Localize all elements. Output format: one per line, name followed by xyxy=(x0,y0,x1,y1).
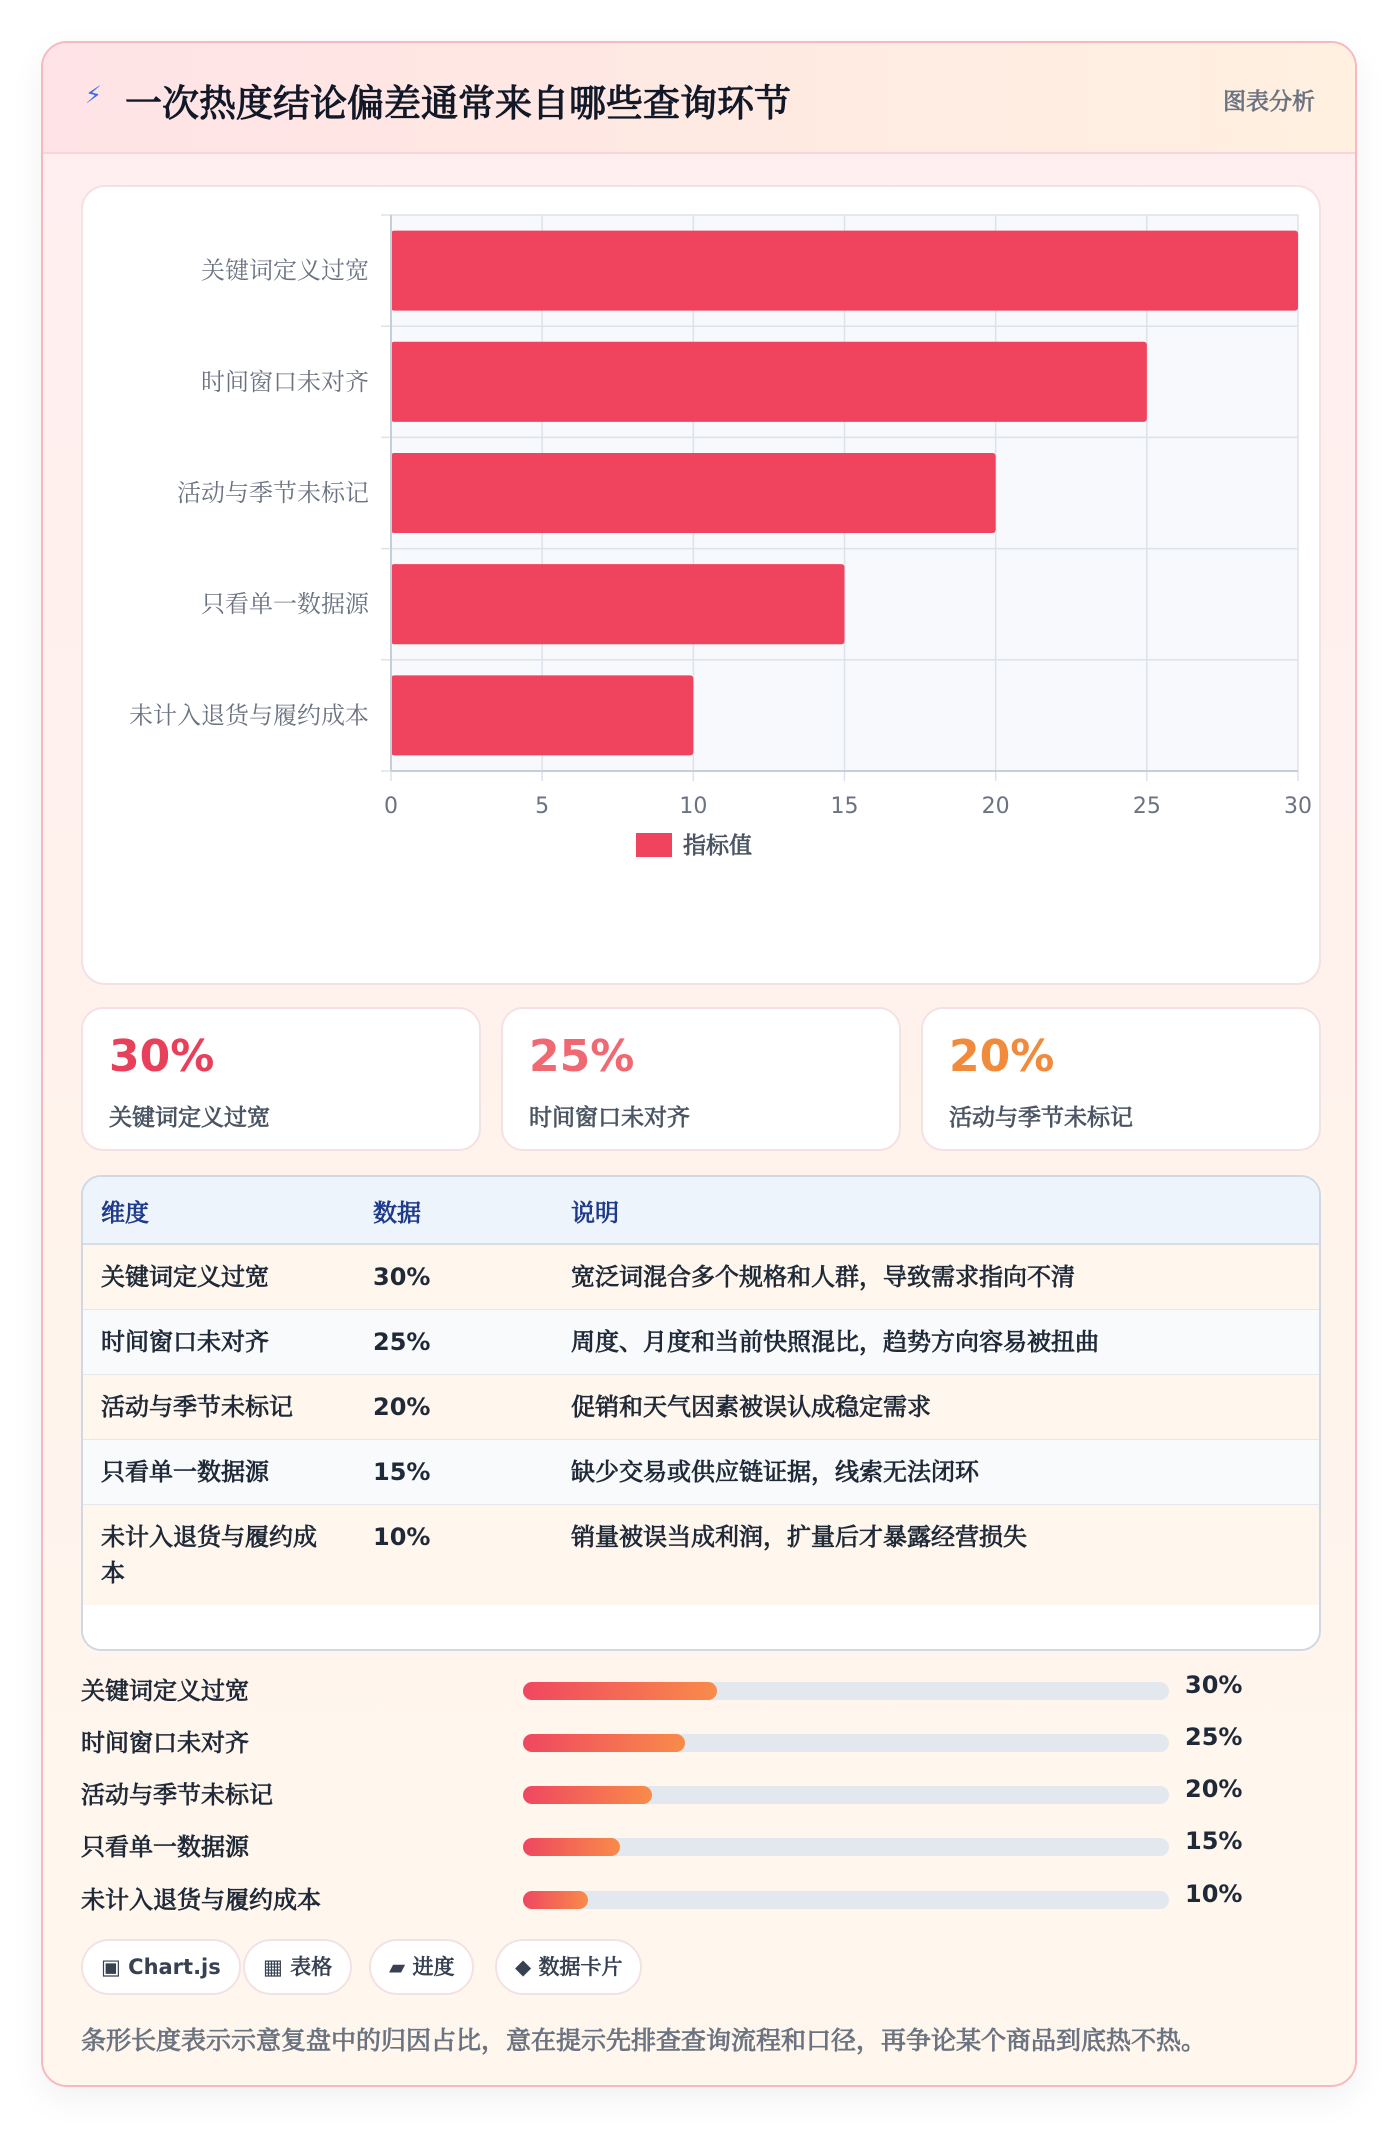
progress-chip[interactable]: ▰ 进度 xyxy=(369,1939,474,1995)
column-header-description: 说明 xyxy=(553,1177,1319,1244)
table-row xyxy=(83,1310,1319,1375)
y-category-label: 关键词定义过宽 xyxy=(201,256,369,285)
progress-fill xyxy=(523,1838,620,1856)
bar-chart-panel xyxy=(81,185,1321,985)
stat-card xyxy=(501,1007,901,1151)
x-tick-label: 30 xyxy=(1284,794,1312,819)
column-header-dimension: 维度 xyxy=(83,1177,355,1244)
progress-row xyxy=(81,1669,1321,1709)
progress-track xyxy=(523,1734,1169,1752)
table-cell: 缺少交易或供应链证据，线索无法闭环 xyxy=(553,1440,1319,1505)
stat-cards xyxy=(81,1007,1321,1151)
x-tick-label: 5 xyxy=(535,794,550,819)
table-cell: 促销和天气因素被误认成稳定需求 xyxy=(553,1375,1319,1440)
chartjs-chip[interactable]: ▣ Chart.js xyxy=(81,1939,241,1995)
table-cell: 活动与季节未标记 xyxy=(83,1375,355,1440)
progress-label: 关键词定义过宽 xyxy=(81,1677,249,1705)
stat-label: 活动与季节未标记 xyxy=(949,1105,1133,1131)
page-title: 一次热度结论偏差通常来自哪些查询环节 xyxy=(125,82,791,125)
progress-label: 时间窗口未对齐 xyxy=(81,1729,249,1757)
table-cell: 周度、月度和当前快照混比，趋势方向容易被扭曲 xyxy=(553,1310,1319,1375)
bar xyxy=(391,453,996,533)
bar-chart xyxy=(83,187,1323,987)
table-cell: 10% xyxy=(355,1505,553,1606)
progress-fill xyxy=(523,1891,588,1909)
x-tick-label: 10 xyxy=(679,794,708,819)
table-cell: 未计入退货与履约成本 xyxy=(83,1505,355,1606)
progress-label: 活动与季节未标记 xyxy=(81,1781,273,1809)
progress-row xyxy=(81,1825,1321,1865)
data-table xyxy=(81,1175,1321,1651)
progress-value: 25% xyxy=(1185,1723,1243,1751)
table-cell: 30% xyxy=(355,1244,553,1310)
card-header xyxy=(43,43,1355,154)
table-cell: 只看单一数据源 xyxy=(83,1440,355,1505)
progress-list xyxy=(81,1669,1321,1939)
bar xyxy=(391,564,845,644)
table-chip[interactable]: ▦ 表格 xyxy=(243,1939,352,1995)
table-row xyxy=(83,1440,1319,1505)
data-card-chip[interactable]: ◆ 数据卡片 xyxy=(495,1939,642,1995)
table-cell: 25% xyxy=(355,1310,553,1375)
table-row xyxy=(83,1244,1319,1310)
table-row xyxy=(83,1505,1319,1606)
table-row xyxy=(83,1375,1319,1440)
progress-label: 只看单一数据源 xyxy=(81,1833,249,1861)
x-tick-label: 15 xyxy=(830,794,859,819)
progress-track xyxy=(523,1682,1169,1700)
y-category-label: 时间窗口未对齐 xyxy=(201,367,369,396)
table-cell: 关键词定义过宽 xyxy=(83,1244,355,1310)
progress-fill xyxy=(523,1786,652,1804)
table-header-row xyxy=(83,1177,1319,1244)
progress-label: 未计入退货与履约成本 xyxy=(81,1886,321,1914)
stat-label: 时间窗口未对齐 xyxy=(529,1105,690,1131)
progress-value: 15% xyxy=(1185,1827,1243,1855)
lightning-icon: ⚡ xyxy=(85,81,102,109)
progress-fill xyxy=(523,1682,717,1700)
progress-track xyxy=(523,1838,1169,1856)
progress-row xyxy=(81,1878,1321,1918)
x-tick-label: 20 xyxy=(981,794,1010,819)
x-tick-label: 25 xyxy=(1132,794,1161,819)
stat-value: 30% xyxy=(109,1031,215,1082)
progress-row xyxy=(81,1721,1321,1761)
progress-track xyxy=(523,1786,1169,1804)
footnote: 条形长度表示示意复盘中的归因占比，意在提示先排查查询流程和口径，再争论某个商品到底热不热。 xyxy=(81,2026,1207,2055)
bar xyxy=(391,342,1147,422)
bar xyxy=(391,675,693,755)
stat-label: 关键词定义过宽 xyxy=(109,1105,270,1131)
y-category-label: 未计入退货与履约成本 xyxy=(129,701,369,730)
x-tick-label: 0 xyxy=(384,794,398,819)
column-header-data: 数据 xyxy=(355,1177,553,1244)
y-category-label: 活动与季节未标记 xyxy=(177,479,369,507)
table-cell: 宽泛词混合多个规格和人群，导致需求指向不清 xyxy=(553,1244,1319,1310)
stat-card xyxy=(81,1007,481,1151)
table-cell: 时间窗口未对齐 xyxy=(83,1310,355,1375)
bar xyxy=(391,231,1298,311)
progress-value: 30% xyxy=(1185,1671,1243,1699)
legend-label: 指标值 xyxy=(683,833,752,859)
table-cell: 销量被误当成利润，扩量后才暴露经营损失 xyxy=(553,1505,1319,1606)
table-cell: 20% xyxy=(355,1375,553,1440)
progress-fill xyxy=(523,1734,685,1752)
stat-value: 25% xyxy=(529,1031,635,1082)
progress-row xyxy=(81,1773,1321,1813)
stat-value: 20% xyxy=(949,1031,1055,1082)
table-cell: 15% xyxy=(355,1440,553,1505)
chart-analysis-tag: 图表分析 xyxy=(1223,89,1315,115)
stat-card xyxy=(921,1007,1321,1151)
progress-value: 20% xyxy=(1185,1775,1243,1803)
progress-value: 10% xyxy=(1185,1880,1243,1908)
y-category-label: 只看单一数据源 xyxy=(201,590,369,619)
report-card xyxy=(41,41,1357,2087)
progress-track xyxy=(523,1891,1169,1909)
legend-swatch xyxy=(636,833,672,857)
